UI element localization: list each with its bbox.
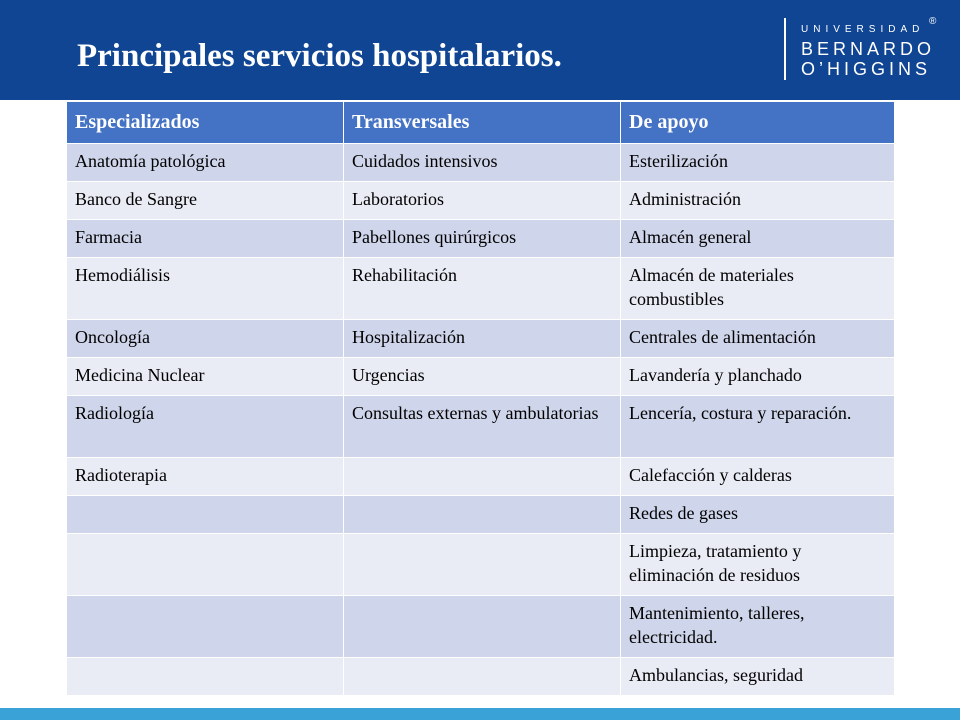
bottom-accent-bar bbox=[0, 708, 960, 720]
table-cell: Centrales de alimentación bbox=[621, 320, 895, 358]
table-cell: Banco de Sangre bbox=[67, 182, 344, 220]
table-cell: Almacén de materiales combustibles bbox=[621, 258, 895, 320]
table-cell: Hospitalización bbox=[344, 320, 621, 358]
table-cell bbox=[344, 496, 621, 534]
table-cell bbox=[67, 496, 344, 534]
table-row bbox=[67, 496, 895, 534]
table-cell: Anatomía patológica bbox=[67, 144, 344, 182]
column-header-de-apoyo: De apoyo bbox=[621, 102, 895, 144]
table-cell: Rehabilitación bbox=[344, 258, 621, 320]
table-cell: Cuidados intensivos bbox=[344, 144, 621, 182]
table-row bbox=[67, 458, 895, 496]
column-header-transversales: Transversales bbox=[344, 102, 621, 144]
logo-line-1: UNIVERSIDAD bbox=[801, 24, 925, 35]
table-cell: Lencería, costura y reparación. bbox=[621, 396, 895, 458]
table-row bbox=[67, 396, 895, 458]
logo-line-3: O’HIGGINS bbox=[801, 59, 932, 79]
table-header-row bbox=[67, 102, 895, 144]
logo-divider bbox=[784, 18, 786, 80]
table-cell: Oncología bbox=[67, 320, 344, 358]
table-cell: Radiología bbox=[67, 396, 344, 458]
table-cell: Administración bbox=[621, 182, 895, 220]
table-cell bbox=[344, 658, 621, 696]
table-row bbox=[67, 534, 895, 596]
table-cell bbox=[344, 534, 621, 596]
registered-mark: ® bbox=[929, 16, 937, 27]
services-table bbox=[66, 101, 895, 696]
table-cell: Almacén general bbox=[621, 220, 895, 258]
table-cell bbox=[344, 596, 621, 658]
table-cell bbox=[67, 658, 344, 696]
table-cell: Esterilización bbox=[621, 144, 895, 182]
table-cell: Limpieza, tratamiento y eliminación de residuos bbox=[621, 534, 895, 596]
table-cell: Calefacción y calderas bbox=[621, 458, 895, 496]
table-cell: Hemodiálisis bbox=[67, 258, 344, 320]
table-cell: Pabellones quirúrgicos bbox=[344, 220, 621, 258]
table-row bbox=[67, 658, 895, 696]
table-cell: Farmacia bbox=[67, 220, 344, 258]
table-cell: Lavandería y planchado bbox=[621, 358, 895, 396]
table-row bbox=[67, 220, 895, 258]
column-header-especializados: Especializados bbox=[67, 102, 344, 144]
table-cell: Laboratorios bbox=[344, 182, 621, 220]
table-row bbox=[67, 320, 895, 358]
table-cell: Ambulancias, seguridad bbox=[621, 658, 895, 696]
table-cell bbox=[67, 534, 344, 596]
table-cell bbox=[344, 458, 621, 496]
table-row bbox=[67, 358, 895, 396]
table-cell: Redes de gases bbox=[621, 496, 895, 534]
table-cell: Medicina Nuclear bbox=[67, 358, 344, 396]
table-row bbox=[67, 182, 895, 220]
table-row bbox=[67, 258, 895, 320]
table-row bbox=[67, 144, 895, 182]
table-cell: Urgencias bbox=[344, 358, 621, 396]
logo-line-2: BERNARDO bbox=[801, 39, 936, 59]
table-cell: Mantenimiento, talleres, electricidad. bbox=[621, 596, 895, 658]
table-cell: Radioterapia bbox=[67, 458, 344, 496]
table-row bbox=[67, 596, 895, 658]
table-cell bbox=[67, 596, 344, 658]
slide-title: Principales servicios hospitalarios. bbox=[77, 38, 562, 74]
table-cell: Consultas externas y ambulatorias bbox=[344, 396, 621, 458]
